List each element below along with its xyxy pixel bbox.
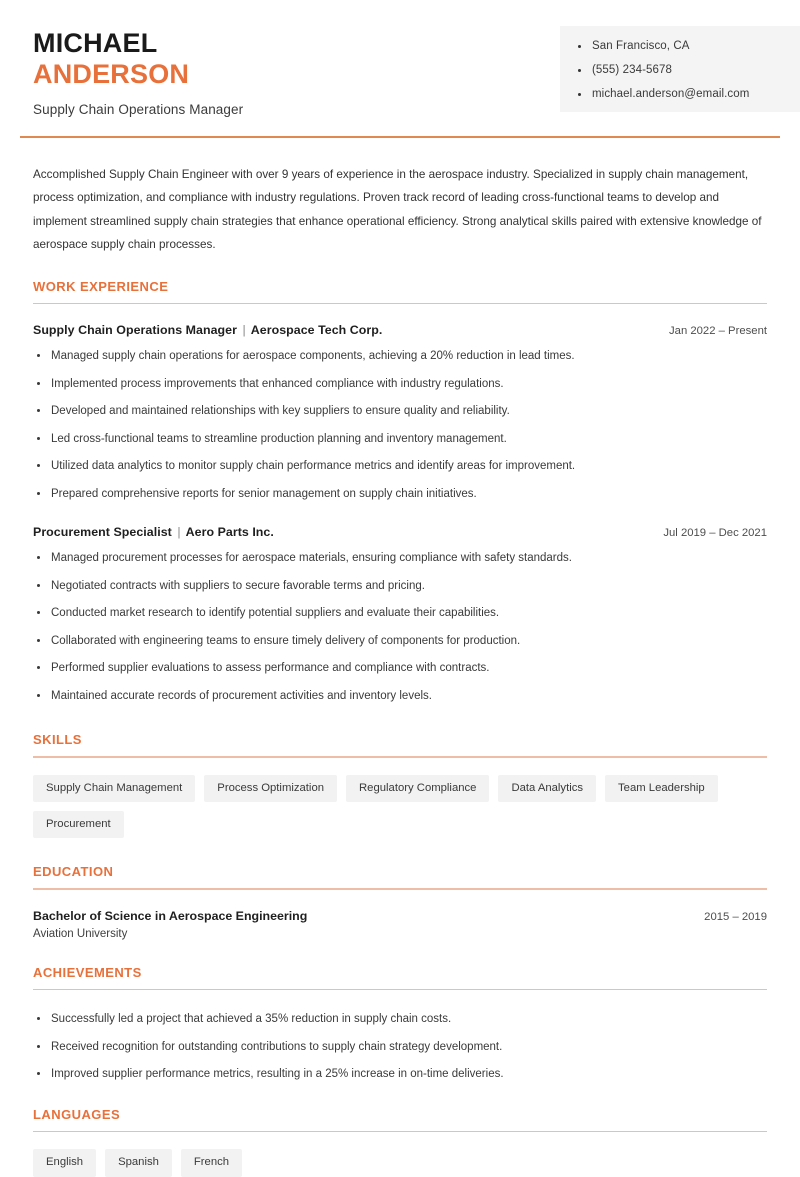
skill-chip: Data Analytics: [498, 775, 596, 802]
contact-box: [560, 26, 800, 112]
bullet-dot-icon: [37, 1045, 40, 1048]
bullet-text: Collaborated with engineering teams to ensure timely delivery of components for production.: [51, 634, 521, 647]
contact-list: [578, 40, 800, 100]
bullet-item: [33, 689, 767, 705]
experience-company: Aerospace Tech Corp.: [250, 323, 383, 338]
resume-content: [0, 163, 800, 1177]
section-languages: [33, 1107, 767, 1177]
language-chip: Spanish: [105, 1149, 172, 1176]
contact-location-text: San Francisco, CA: [592, 40, 690, 52]
resume-header: [0, 0, 800, 138]
bullet-text: Improved supplier performance metrics, resulting in a 25% increase in on-time deliveries.: [51, 1068, 504, 1081]
bullet-dot-icon: [37, 1072, 40, 1075]
bullet-dot-icon: [37, 492, 40, 495]
bullet-dot-icon: [37, 1017, 40, 1020]
bullet-text: Prepared comprehensive reports for senior management on supply chain initiatives.: [51, 487, 477, 500]
experience-date: Jul 2019 – Dec 2021: [663, 527, 767, 540]
bullet-item: [33, 661, 767, 677]
education-date: 2015 – 2019: [704, 910, 767, 923]
skill-chip: Team Leadership: [605, 775, 718, 802]
section-title-skills: SKILLS: [33, 732, 82, 748]
section-title-languages: LANGUAGES: [33, 1106, 121, 1122]
identity-block: [0, 26, 243, 117]
bullet-text: Implemented process improvements that enhanced compliance with industry regulations.: [51, 377, 504, 390]
header-divider: [20, 136, 780, 138]
section-achievements: [33, 965, 767, 1083]
experience-role: Supply Chain Operations Manager: [33, 323, 237, 338]
bullet-dot-icon: [37, 584, 40, 587]
bullet-item: [33, 349, 767, 365]
education-school: Aviation University: [33, 927, 128, 940]
bullet-item: [33, 404, 767, 420]
contact-email-text: michael.anderson@email.com: [592, 88, 750, 100]
experience-entry: [33, 525, 767, 704]
skill-chip: Procurement: [33, 811, 124, 838]
experience-title: [33, 525, 274, 539]
job-title: Supply Chain Operations Manager: [33, 101, 244, 117]
section-divider: [33, 989, 767, 990]
bullet-item: [33, 487, 767, 503]
bullet-dot-icon: [37, 382, 40, 385]
bullet-dot-icon: [37, 639, 40, 642]
title-separator: |: [177, 525, 181, 540]
education-degree: Bachelor of Science in Aerospace Engineering: [33, 908, 308, 923]
bullet-dot-icon: [37, 354, 40, 357]
section-divider: [33, 303, 767, 304]
bullet-text: Negotiated contracts with suppliers to secure favorable terms and pricing.: [51, 579, 425, 592]
bullet-dot-icon: [37, 666, 40, 669]
bullet-dot-icon: [37, 611, 40, 614]
bullet-item: [33, 1067, 767, 1083]
contact-phone-text: (555) 234-5678: [592, 64, 673, 76]
bullet-dot-icon: [37, 437, 40, 440]
contact-item-location: [578, 40, 800, 52]
bullet-item: [33, 377, 767, 393]
experience-title: [33, 323, 382, 337]
language-chip: French: [181, 1149, 242, 1176]
experience-bullets: [33, 349, 767, 502]
languages-chip-list: [33, 1149, 767, 1176]
first-name: MICHAEL: [33, 28, 158, 58]
experience-role: Procurement Specialist: [33, 525, 172, 540]
achievements-bullets: [33, 1012, 767, 1083]
bullet-text: Developed and maintained relationships with key suppliers to ensure quality and reliability.: [51, 405, 510, 418]
bullet-text: Performed supplier evaluations to assess performance and compliance with contracts.: [51, 662, 490, 675]
bullet-text: Received recognition for outstanding contributions to supply chain strategy development.: [51, 1040, 503, 1053]
bullet-item: [33, 579, 767, 595]
section-title-work-experience: WORK EXPERIENCE: [33, 278, 169, 294]
bullet-dot-icon: [37, 556, 40, 559]
title-separator: |: [242, 323, 246, 338]
last-name: ANDERSON: [33, 59, 190, 90]
experience-entry: [33, 323, 767, 502]
bullet-item: [33, 459, 767, 475]
bullet-dot-icon: [37, 694, 40, 697]
skills-chip-list: [33, 775, 767, 839]
phone-icon: [578, 69, 581, 72]
experience-bullets: [33, 551, 767, 704]
section-skills: [33, 732, 767, 838]
bullet-dot-icon: [37, 409, 40, 412]
contact-item-phone[interactable]: [578, 64, 800, 76]
bullet-item: [33, 432, 767, 448]
section-divider: [33, 888, 767, 889]
bullet-text: Utilized data analytics to monitor supply chain performance metrics and identify areas for improvement.: [51, 460, 576, 473]
bullet-text: Managed procurement processes for aerospace materials, ensuring compliance with safety standards.: [51, 552, 572, 565]
professional-summary: Accomplished Supply Chain Engineer with over 9 years of experience in the aerospace industry. Specialized in supply chain management, process optimization, and compliance with industry regulations. Proven track record of leading cross-functional teams to develop and implement streamlined supply chain strategies that enhance operational efficiency. Strong analytical skills paired with extensive knowledge of aerospace supply chain processes.: [33, 168, 762, 252]
bullet-item: [33, 1012, 767, 1028]
section-divider: [33, 1131, 767, 1132]
section-title-achievements: ACHIEVEMENTS: [33, 964, 142, 980]
bullet-item: [33, 606, 767, 622]
section-divider: [33, 756, 767, 757]
contact-item-email[interactable]: [578, 88, 800, 100]
education-entry: [33, 909, 767, 940]
skill-chip: Regulatory Compliance: [346, 775, 489, 802]
bullet-text: Conducted market research to identify potential suppliers and evaluate their capabilities.: [51, 607, 500, 620]
section-title-education: EDUCATION: [33, 864, 114, 880]
bullet-text: Managed supply chain operations for aerospace components, achieving a 20% reduction in lead times.: [51, 350, 575, 363]
section-education: [33, 864, 767, 939]
experience-company: Aero Parts Inc.: [185, 525, 274, 540]
location-icon: [578, 45, 581, 48]
email-icon: [578, 93, 581, 96]
bullet-text: Successfully led a project that achieved a 35% reduction in supply chain costs.: [51, 1013, 452, 1026]
bullet-text: Led cross-functional teams to streamline production planning and inventory management.: [51, 432, 507, 445]
bullet-item: [33, 1040, 767, 1056]
section-work-experience: [33, 279, 767, 705]
language-chip: English: [33, 1149, 96, 1176]
experience-date: Jan 2022 – Present: [669, 325, 767, 338]
bullet-item: [33, 551, 767, 567]
skill-chip: Supply Chain Management: [33, 775, 195, 802]
bullet-item: [33, 634, 767, 650]
skill-chip: Process Optimization: [204, 775, 337, 802]
bullet-dot-icon: [37, 464, 40, 467]
bullet-text: Maintained accurate records of procurement activities and inventory levels.: [51, 689, 432, 702]
